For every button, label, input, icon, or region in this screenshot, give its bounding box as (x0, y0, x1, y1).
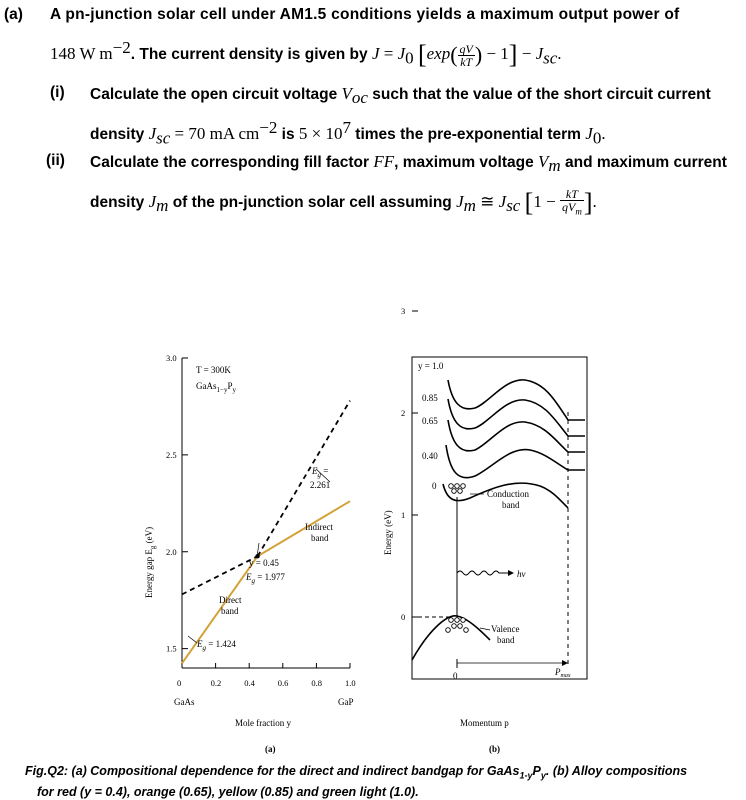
a-eg-top-E: E (312, 466, 318, 476)
eq-J0-sub: 0 (405, 48, 414, 68)
b-y-0-65: 0.65 (422, 416, 438, 426)
ii-text-1b: , maximum voltage (394, 154, 534, 171)
a-alloy-p: P (227, 381, 233, 391)
a-alloy-label (196, 381, 236, 394)
b-y-tick-label: 1 (401, 510, 406, 520)
a-y-tick-label: 1.5 (166, 643, 177, 654)
a-direct-1: Direct (219, 595, 242, 605)
panel-a-x-ticks (177, 663, 356, 688)
a-y-tick-label: 2.5 (166, 449, 177, 460)
caption-sub2: y (540, 770, 546, 781)
i-text-1a: Calculate the open circuit voltage (90, 86, 338, 103)
ii-end: . (592, 192, 597, 212)
eq-bracket-open: [ (417, 40, 427, 70)
a-eg-low-pointer (188, 636, 197, 643)
a-eg-low-E: E (197, 639, 203, 649)
hole (464, 628, 469, 633)
b-y-1-0: y = 1.0 (418, 361, 444, 371)
b-y-0-85: 0.85 (422, 393, 438, 403)
eq-Jsc-sub: sc (543, 48, 558, 68)
a-y045: y = 0.45 (249, 558, 279, 568)
a-x-tick-label: 0.4 (244, 678, 255, 688)
ii-Jm2: J (456, 192, 464, 212)
ii-one: 1 − (533, 192, 556, 212)
ii-bracket-close: ] (583, 188, 593, 217)
power-exp: −2 (112, 38, 131, 57)
a-eg-mid-E: E (246, 572, 252, 582)
ii-text-2a: density (90, 194, 145, 212)
i-value: 70 mA cm (188, 124, 260, 144)
electron (461, 484, 466, 489)
power-value: 148 W m (50, 44, 113, 64)
a-eg-mid-g: g (251, 577, 255, 585)
a-x-tick-label: 0.6 (277, 678, 289, 688)
electron (452, 489, 457, 494)
ii-Jsc: J (498, 192, 507, 212)
b-valence-1: Valence (491, 624, 520, 634)
b-conduction-2: band (502, 500, 520, 510)
b-pmax-P: P (555, 667, 561, 677)
i-Voc: V (341, 84, 352, 103)
part-i-label: (i) (50, 84, 65, 101)
panel-b-y-ticks (401, 306, 418, 622)
i-Voc-sub: oc (351, 88, 368, 108)
eq-paren-open: ( (450, 42, 458, 68)
ii-frac-den-main: qV (562, 200, 576, 215)
photon-wave (457, 571, 508, 575)
eq-minus-one: − 1 (482, 44, 509, 64)
panel-a-y-ticks (166, 353, 188, 654)
b-y-tick-label: 2 (401, 408, 406, 418)
a-eg-top-value: 2.261 (310, 480, 331, 490)
i-text-2a: density (90, 126, 145, 144)
eq-frac-num: qV (459, 41, 473, 56)
a-eg-mid-label (245, 572, 285, 585)
b-x-axis-label: Momentum p (460, 718, 509, 728)
i-text-1b: such that the value of the short circuit current (372, 86, 711, 103)
a-gaas-label: GaAs (174, 697, 195, 707)
intro-line-1: A pn-junction solar cell under AM1.5 conditions yields a maximum output power of (50, 6, 680, 23)
a-eg-low-val: = 1.424 (206, 639, 236, 649)
a-temp-label: T = 300K (196, 365, 231, 375)
ii-FF: FF (373, 152, 395, 171)
a-x-tick-label: 0.2 (210, 678, 222, 688)
intro-text-2: . The current density is given by (130, 46, 368, 64)
ii-approx: ≅ (475, 192, 499, 212)
a-x-tick-label: 1.0 (345, 678, 356, 688)
b-conduction-1: Conduction (487, 489, 529, 499)
caption-line-2: for red (y = 0.4), orange (0.65), yellow (0.85) and green light (1.0). (37, 784, 419, 799)
a-ylabel-unit: (eV) (144, 526, 154, 546)
eq-exp: exp (426, 44, 451, 64)
i-end: . (601, 124, 606, 144)
a-alloy-sub1: 1−y (216, 386, 228, 394)
a-eg-low-g: g (202, 644, 206, 652)
a-y-tick-label: 3.0 (166, 353, 177, 363)
ii-Jsc-sub: sc (506, 196, 521, 216)
a-gap-label: GaP (338, 697, 354, 707)
a-y-tick-label: 2.0 (166, 546, 177, 557)
panel-b-curves (412, 380, 585, 660)
b-valence-2: band (497, 635, 515, 645)
eq-J0: J (397, 44, 406, 64)
ii-text-1c: and maximum current (564, 154, 727, 171)
a-series-solid-line (258, 501, 350, 556)
i-factor: 5 × 10 (298, 124, 343, 144)
b-y-0-40: 0.40 (422, 451, 438, 461)
b-y-tick-label: 3 (401, 306, 406, 316)
a-direct-2: band (221, 606, 239, 616)
a-x-tick-label: 0.8 (311, 678, 323, 688)
eq-minus: − (517, 44, 536, 64)
ii-text-2b: of the pn-junction solar cell assuming (172, 194, 452, 212)
eq-paren-close: ) (474, 42, 483, 68)
hole (446, 628, 451, 633)
a-alloy: GaAs (196, 381, 217, 391)
electron (449, 484, 454, 489)
curve-y-0-65 (448, 420, 585, 452)
a-series-dashed-line (258, 401, 350, 557)
electron (458, 489, 463, 494)
ii-Jm-sub: m (156, 196, 169, 216)
caption-1c: . (b) Alloy compositions (545, 764, 688, 778)
part-a-label: (a) (4, 6, 23, 23)
b-y-axis-label: Energy (eV) (383, 510, 393, 555)
ii-Jm2-sub: m (463, 196, 476, 216)
caption-sub1: 1-y (519, 770, 533, 781)
curve-y-0-85 (448, 399, 585, 436)
pmax-arrowhead (562, 660, 568, 666)
a-eg-top-eq: = (321, 466, 329, 476)
i-J0-sub: 0 (592, 128, 602, 148)
caption-1a: Fig.Q2: (a) Compositional dependence for the direct and indirect bandgap for GaAs (25, 764, 520, 778)
i-Jsc-sub: sc (156, 128, 171, 148)
electron (455, 484, 460, 489)
b-y-tick-label: 0 (401, 612, 406, 622)
eq-end: . (557, 44, 562, 64)
i-value-exp: −2 (259, 118, 278, 137)
b-x-tick-zero-label: 0 (453, 671, 458, 681)
ii-Vm-sub: m (548, 156, 561, 176)
a-ylabel-sub: g (149, 545, 157, 550)
a-panel-label: (a) (265, 744, 276, 754)
ii-Vm: V (538, 152, 549, 171)
caption-line-1 (25, 763, 687, 784)
ii-frac-num: kT (560, 188, 584, 201)
ii-text-1a: Calculate the corresponding fill factor (90, 154, 370, 171)
a-ylabel-main: Energy gap E (144, 549, 154, 598)
b-pmax-sub: max (560, 673, 571, 679)
part-ii-label: (ii) (46, 152, 65, 169)
i-eq: = (170, 124, 189, 144)
valence-pointer (480, 628, 490, 630)
ii-bracket-open: [ (524, 188, 534, 217)
photon-arrowhead (508, 570, 514, 576)
eq-frac-den: kT (460, 54, 473, 69)
b-pmax-label (554, 667, 571, 679)
b-panel-label: (b) (489, 744, 500, 754)
figure-caption (25, 763, 687, 800)
hole (449, 618, 454, 623)
a-eg-low-label (196, 639, 236, 652)
i-text-2b: is (281, 126, 295, 144)
eq-bracket-close: ] (508, 40, 518, 70)
eq-J: J (371, 44, 380, 64)
i-text-2c: times the pre-exponential term (355, 126, 581, 144)
hole (452, 624, 457, 629)
b-photon-label: hv (517, 569, 526, 579)
hole (458, 624, 463, 629)
panel-a-axes (182, 358, 350, 668)
i-factor-exp: 7 (342, 118, 351, 137)
panel-a-annotations (144, 365, 354, 754)
caption-1b: P (532, 764, 541, 778)
hole (461, 618, 466, 623)
i-Jsc: J (148, 124, 157, 144)
b-y-0: 0 (432, 481, 437, 491)
a-indirect-1: Indirect (305, 522, 333, 532)
hole (455, 618, 460, 623)
a-x-axis-label: Mole fraction y (235, 718, 291, 728)
a-y-axis-label (144, 527, 157, 598)
a-eg-top-g: g (317, 471, 321, 479)
eq-Jsc: J (535, 44, 544, 64)
ii-frac-den-sub: m (575, 206, 582, 217)
ii-Jm: J (148, 192, 157, 212)
a-eg-mid-val: = 1.977 (255, 572, 285, 582)
a-alloy-sub2: y (232, 386, 236, 394)
a-x-tick-label: 0 (177, 678, 182, 688)
i-J0: J (585, 124, 593, 144)
panel-b-labels (383, 361, 571, 754)
eq-equals: = (379, 44, 398, 64)
a-indirect-2: band (311, 533, 329, 543)
